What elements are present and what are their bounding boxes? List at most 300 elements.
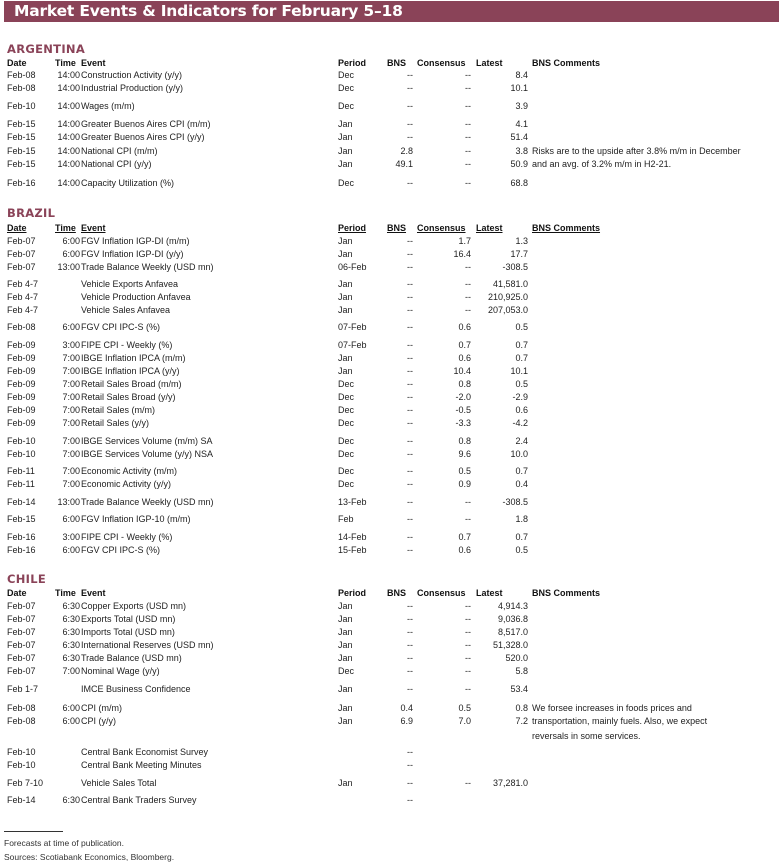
cell-date: Feb-07 xyxy=(7,262,36,272)
table-row xyxy=(0,715,779,728)
cell-event: CPI (y/y) xyxy=(81,716,116,726)
cell-consensus: -- xyxy=(465,159,471,169)
cell-latest: 0.4 xyxy=(515,479,528,489)
cell-bns: -- xyxy=(407,532,413,542)
cell-consensus: 7.0 xyxy=(458,716,471,726)
table-row xyxy=(0,352,779,365)
cell-time: 7:00 xyxy=(62,366,80,376)
cell-latest: 0.7 xyxy=(515,340,528,350)
cell-bns: -- xyxy=(407,236,413,246)
cell-bns: -- xyxy=(407,436,413,446)
cell-bns: -- xyxy=(407,392,413,402)
table-row xyxy=(0,304,779,317)
cell-comment: reversals in some services. xyxy=(532,731,641,741)
cell-date: Feb-07 xyxy=(7,666,36,676)
cell-event: FGV Inflation IGP-10 (m/m) xyxy=(81,514,191,524)
cell-date: Feb-15 xyxy=(7,159,36,169)
cell-event: Nominal Wage (y/y) xyxy=(81,666,160,676)
cell-date: Feb-07 xyxy=(7,653,36,663)
table-row xyxy=(0,404,779,417)
cell-date: Feb-15 xyxy=(7,119,36,129)
cell-latest: 51.4 xyxy=(510,132,528,142)
cell-bns: -- xyxy=(407,778,413,788)
cell-event: FIPE CPI - Weekly (%) xyxy=(81,340,173,350)
cell-date: Feb-16 xyxy=(7,545,36,555)
cell-consensus: -- xyxy=(465,279,471,289)
cell-date: Feb-11 xyxy=(7,479,35,489)
cell-bns: -- xyxy=(407,545,413,555)
table-row xyxy=(0,665,779,678)
table-row xyxy=(0,378,779,391)
cell-date: Feb-08 xyxy=(7,703,36,713)
cell-consensus: -- xyxy=(465,514,471,524)
cell-latest: 4.1 xyxy=(515,119,528,129)
cell-date: Feb-10 xyxy=(7,101,36,111)
cell-bns: -- xyxy=(407,795,413,805)
cell-latest: 207,053.0 xyxy=(487,305,528,315)
table-row xyxy=(0,448,779,461)
cell-period: 13-Feb xyxy=(338,497,367,507)
cell-time: 7:00 xyxy=(62,466,80,476)
column-header-time: Time xyxy=(55,223,76,233)
cell-latest: 3.9 xyxy=(515,101,528,111)
cell-latest: 17.7 xyxy=(510,249,528,259)
cell-event: Imports Total (USD mn) xyxy=(81,627,175,637)
cell-date: Feb-10 xyxy=(7,760,36,770)
cell-latest: 1.8 xyxy=(515,514,528,524)
cell-latest: 0.7 xyxy=(515,466,528,476)
cell-bns: -- xyxy=(407,601,413,611)
cell-event: Wages (m/m) xyxy=(81,101,135,111)
table-row xyxy=(0,417,779,430)
cell-event: Economic Activity (m/m) xyxy=(81,466,178,476)
cell-period: Jan xyxy=(338,601,353,611)
table-row xyxy=(0,544,779,557)
cell-consensus: -- xyxy=(465,119,471,129)
cell-period: Jan xyxy=(338,640,353,650)
cell-comment: transportation, mainly fuels. Also, we expect xyxy=(532,716,708,726)
cell-bns: -- xyxy=(407,479,413,489)
cell-period: Jan xyxy=(338,716,353,726)
table-row xyxy=(0,235,779,248)
cell-event: CPI (m/m) xyxy=(81,703,122,713)
table-header xyxy=(0,587,779,600)
cell-latest: 5.8 xyxy=(515,666,528,676)
cell-event: FGV CPI IPC-S (%) xyxy=(81,545,161,555)
cell-consensus: -0.5 xyxy=(455,405,471,415)
cell-bns: -- xyxy=(407,292,413,302)
cell-event: FIPE CPI - Weekly (%) xyxy=(81,532,173,542)
cell-time: 14:00 xyxy=(57,132,80,142)
table-row xyxy=(0,626,779,639)
cell-bns: -- xyxy=(407,497,413,507)
cell-consensus: 0.5 xyxy=(458,703,471,713)
cell-date: Feb-10 xyxy=(7,436,36,446)
cell-bns: -- xyxy=(407,614,413,624)
cell-bns: 49.1 xyxy=(395,159,413,169)
cell-event: Central Bank Meeting Minutes xyxy=(81,760,202,770)
cell-event: International Reserves (USD mn) xyxy=(81,640,214,650)
cell-event: Central Bank Traders Survey xyxy=(81,795,197,805)
cell-bns: -- xyxy=(407,666,413,676)
cell-event: Copper Exports (USD mn) xyxy=(81,601,187,611)
cell-time: 7:00 xyxy=(62,353,80,363)
column-header-consensus: Consensus xyxy=(417,588,466,598)
cell-period: Dec xyxy=(338,449,355,459)
column-header-consensus: Consensus xyxy=(417,58,466,68)
cell-period: Jan xyxy=(338,627,353,637)
cell-date: Feb-07 xyxy=(7,601,36,611)
cell-date: Feb-09 xyxy=(7,392,36,402)
table-row xyxy=(0,496,779,509)
cell-event: Vehicle Sales Anfavea xyxy=(81,305,171,315)
table-row xyxy=(0,248,779,261)
cell-bns: -- xyxy=(407,653,413,663)
cell-bns: -- xyxy=(407,178,413,188)
cell-latest: -308.5 xyxy=(502,262,528,272)
cell-period: Jan xyxy=(338,684,353,694)
section-title-argentina: ARGENTINA xyxy=(7,42,86,56)
cell-consensus: -- xyxy=(465,292,471,302)
cell-consensus: 0.6 xyxy=(458,545,471,555)
cell-time: 3:00 xyxy=(62,340,80,350)
cell-event: Retail Sales Broad (y/y) xyxy=(81,392,176,402)
cell-bns: -- xyxy=(407,70,413,80)
column-header-bns: BNS xyxy=(387,223,407,233)
cell-period: Jan xyxy=(338,305,353,315)
cell-consensus: 0.8 xyxy=(458,379,471,389)
cell-bns: -- xyxy=(407,353,413,363)
cell-consensus: -3.3 xyxy=(455,418,471,428)
cell-event: Vehicle Production Anfavea xyxy=(81,292,191,302)
section-title-chile: CHILE xyxy=(7,572,47,586)
cell-bns: -- xyxy=(407,132,413,142)
cell-event: FGV Inflation IGP-DI (y/y) xyxy=(81,249,184,259)
cell-consensus: -- xyxy=(465,70,471,80)
cell-latest: 9,036.8 xyxy=(497,614,528,624)
cell-consensus: 0.8 xyxy=(458,436,471,446)
table-row xyxy=(0,69,779,82)
cell-period: 14-Feb xyxy=(338,532,367,542)
table-row xyxy=(0,759,779,772)
cell-period: Jan xyxy=(338,132,353,142)
cell-latest: 7.2 xyxy=(515,716,528,726)
section-title-brazil: BRAZIL xyxy=(7,206,56,220)
cell-time: 3:00 xyxy=(62,532,80,542)
cell-bns: -- xyxy=(407,449,413,459)
cell-time: 7:00 xyxy=(62,449,80,459)
table-row xyxy=(0,777,779,790)
cell-event: Construction Activity (y/y) xyxy=(81,70,183,80)
cell-consensus: 16.4 xyxy=(453,249,471,259)
cell-consensus: -- xyxy=(465,146,471,156)
cell-event: IBGE Inflation IPCA (y/y) xyxy=(81,366,180,376)
cell-date: Feb-15 xyxy=(7,146,36,156)
cell-date: Feb-07 xyxy=(7,614,36,624)
cell-period: Jan xyxy=(338,703,353,713)
cell-bns: -- xyxy=(407,83,413,93)
table-row xyxy=(0,278,779,291)
column-header-comments: BNS Comments xyxy=(532,223,601,233)
table-row xyxy=(0,702,779,715)
cell-latest: 520.0 xyxy=(505,653,528,663)
cell-bns: -- xyxy=(407,514,413,524)
cell-period: Feb xyxy=(338,514,354,524)
cell-period: 15-Feb xyxy=(338,545,367,555)
cell-period: Jan xyxy=(338,159,353,169)
cell-bns: -- xyxy=(407,627,413,637)
cell-time: 6:30 xyxy=(62,627,80,637)
cell-latest: 37,281.0 xyxy=(492,778,528,788)
cell-latest: 0.5 xyxy=(515,322,528,332)
cell-event: Central Bank Economist Survey xyxy=(81,747,209,757)
column-header-comments: BNS Comments xyxy=(532,588,601,598)
column-header-period: Period xyxy=(338,58,367,68)
cell-bns: -- xyxy=(407,119,413,129)
table-row xyxy=(0,730,779,743)
cell-period: Dec xyxy=(338,178,355,188)
cell-period: Jan xyxy=(338,249,353,259)
cell-consensus: 9.6 xyxy=(458,449,471,459)
cell-time: 13:00 xyxy=(57,262,80,272)
cell-time: 14:00 xyxy=(57,178,80,188)
cell-bns: -- xyxy=(407,262,413,272)
cell-date: Feb-15 xyxy=(7,514,36,524)
table-row xyxy=(0,118,779,131)
table-row xyxy=(0,639,779,652)
cell-bns: -- xyxy=(407,305,413,315)
cell-period: Jan xyxy=(338,119,353,129)
cell-period: Dec xyxy=(338,418,355,428)
table-row xyxy=(0,683,779,696)
cell-date: Feb 4-7 xyxy=(7,292,39,302)
footnote-sources: Sources: Scotiabank Economics, Bloomberg. xyxy=(4,852,175,862)
cell-consensus: -- xyxy=(465,627,471,637)
column-header-comments: BNS Comments xyxy=(532,58,601,68)
cell-period: Dec xyxy=(338,405,355,415)
column-header-bns: BNS xyxy=(387,588,407,598)
cell-date: Feb-08 xyxy=(7,70,36,80)
cell-consensus: 0.5 xyxy=(458,466,471,476)
table-row xyxy=(0,613,779,626)
cell-consensus: 0.7 xyxy=(458,340,471,350)
cell-period: Jan xyxy=(338,653,353,663)
cell-date: Feb-08 xyxy=(7,83,36,93)
cell-period: Jan xyxy=(338,292,353,302)
cell-time: 7:00 xyxy=(62,666,80,676)
cell-period: Dec xyxy=(338,70,355,80)
cell-consensus: -- xyxy=(465,640,471,650)
cell-latest: 0.5 xyxy=(515,545,528,555)
cell-latest: 4,914.3 xyxy=(497,601,528,611)
cell-time: 14:00 xyxy=(57,159,80,169)
cell-consensus: -- xyxy=(465,83,471,93)
cell-event: Economic Activity (y/y) xyxy=(81,479,172,489)
cell-latest: 10.0 xyxy=(510,449,528,459)
cell-time: 14:00 xyxy=(57,146,80,156)
column-header-period: Period xyxy=(338,588,367,598)
cell-date: Feb-14 xyxy=(7,497,36,507)
cell-consensus: 0.6 xyxy=(458,353,471,363)
cell-date: Feb-09 xyxy=(7,379,36,389)
cell-latest: -308.5 xyxy=(502,497,528,507)
cell-latest: 0.8 xyxy=(515,703,528,713)
table-row xyxy=(0,291,779,304)
cell-date: Feb-09 xyxy=(7,418,36,428)
cell-period: Dec xyxy=(338,479,355,489)
column-header-date: Date xyxy=(7,588,27,598)
cell-latest: 68.8 xyxy=(510,178,528,188)
footnote-forecasts: Forecasts at time of publication. xyxy=(4,838,125,848)
title-bar xyxy=(4,1,779,22)
cell-period: Dec xyxy=(338,436,355,446)
cell-date: Feb-14 xyxy=(7,795,36,805)
table-row xyxy=(0,652,779,665)
cell-event: National CPI (m/m) xyxy=(81,146,158,156)
cell-event: Retail Sales Broad (m/m) xyxy=(81,379,182,389)
cell-period: Jan xyxy=(338,614,353,624)
cell-consensus: -2.0 xyxy=(455,392,471,402)
cell-date: Feb-09 xyxy=(7,405,36,415)
cell-date: Feb-09 xyxy=(7,340,36,350)
cell-period: Dec xyxy=(338,83,355,93)
cell-consensus: 0.6 xyxy=(458,322,471,332)
cell-date: Feb 4-7 xyxy=(7,305,39,315)
cell-consensus: -- xyxy=(465,778,471,788)
cell-event: Greater Buenos Aires CPI (y/y) xyxy=(81,132,205,142)
cell-latest: 0.5 xyxy=(515,379,528,389)
cell-time: 7:00 xyxy=(62,405,80,415)
cell-time: 7:00 xyxy=(62,379,80,389)
cell-event: IBGE Inflation IPCA (m/m) xyxy=(81,353,186,363)
cell-latest: 51,328.0 xyxy=(492,640,528,650)
cell-latest: 0.6 xyxy=(515,405,528,415)
cell-consensus: -- xyxy=(465,262,471,272)
footnote-divider xyxy=(4,831,63,832)
cell-consensus: -- xyxy=(465,497,471,507)
cell-time: 7:00 xyxy=(62,392,80,402)
table-row xyxy=(0,261,779,274)
cell-period: 07-Feb xyxy=(338,322,367,332)
cell-consensus: -- xyxy=(465,653,471,663)
cell-event: FGV CPI IPC-S (%) xyxy=(81,322,161,332)
cell-bns: -- xyxy=(407,366,413,376)
cell-time: 13:00 xyxy=(57,497,80,507)
cell-period: Dec xyxy=(338,379,355,389)
table-row xyxy=(0,531,779,544)
cell-period: Dec xyxy=(338,666,355,676)
page-title: Market Events & Indicators for February 5–18 xyxy=(14,2,403,20)
cell-consensus: -- xyxy=(465,601,471,611)
column-header-latest: Latest xyxy=(476,588,503,598)
cell-bns: -- xyxy=(407,340,413,350)
cell-period: Jan xyxy=(338,366,353,376)
table-row xyxy=(0,321,779,334)
table-row xyxy=(0,82,779,95)
cell-event: Exports Total (USD mn) xyxy=(81,614,176,624)
cell-date: Feb-16 xyxy=(7,532,36,542)
cell-date: Feb-11 xyxy=(7,466,35,476)
cell-date: Feb-07 xyxy=(7,249,36,259)
cell-latest: 50.9 xyxy=(510,159,528,169)
cell-period: Jan xyxy=(338,778,353,788)
cell-bns: -- xyxy=(407,760,413,770)
cell-date: Feb-09 xyxy=(7,366,36,376)
cell-latest: 41,581.0 xyxy=(492,279,528,289)
table-row xyxy=(0,100,779,113)
cell-time: 6:30 xyxy=(62,601,80,611)
column-header-date: Date xyxy=(7,223,27,233)
cell-date: Feb-08 xyxy=(7,716,36,726)
cell-date: Feb-10 xyxy=(7,747,36,757)
column-header-bns: BNS xyxy=(387,58,407,68)
column-header-event: Event xyxy=(81,588,106,598)
table-row xyxy=(0,131,779,144)
table-header xyxy=(0,222,779,235)
cell-latest: 8,517.0 xyxy=(497,627,528,637)
cell-time: 6:00 xyxy=(62,703,80,713)
cell-bns: 2.8 xyxy=(400,146,413,156)
cell-event: Industrial Production (y/y) xyxy=(81,83,184,93)
cell-event: IBGE Services Volume (m/m) SA xyxy=(81,436,213,446)
cell-consensus: 10.4 xyxy=(453,366,471,376)
cell-period: Jan xyxy=(338,236,353,246)
table-row xyxy=(0,513,779,526)
column-header-period: Period xyxy=(338,223,367,233)
cell-event: Retail Sales (y/y) xyxy=(81,418,150,428)
cell-bns: -- xyxy=(407,418,413,428)
table-row xyxy=(0,339,779,352)
cell-latest: 0.7 xyxy=(515,532,528,542)
cell-time: 14:00 xyxy=(57,101,80,111)
cell-latest: -4.2 xyxy=(512,418,528,428)
cell-time: 14:00 xyxy=(57,83,80,93)
cell-event: IBGE Services Volume (y/y) NSA xyxy=(81,449,214,459)
cell-consensus: -- xyxy=(465,178,471,188)
cell-latest: -2.9 xyxy=(512,392,528,402)
table-row xyxy=(0,145,779,158)
cell-event: Trade Balance Weekly (USD mn) xyxy=(81,262,214,272)
column-header-event: Event xyxy=(81,223,106,233)
cell-bns: -- xyxy=(407,279,413,289)
cell-latest: 53.4 xyxy=(510,684,528,694)
table-row xyxy=(0,391,779,404)
cell-consensus: -- xyxy=(465,684,471,694)
cell-event: FGV Inflation IGP-DI (m/m) xyxy=(81,236,190,246)
column-header-latest: Latest xyxy=(476,223,503,233)
cell-comment: and an avg. of 3.2% m/m in H2-21. xyxy=(532,159,672,169)
column-header-time: Time xyxy=(55,588,76,598)
cell-bns: -- xyxy=(407,405,413,415)
cell-latest: 8.4 xyxy=(515,70,528,80)
cell-time: 6:00 xyxy=(62,514,80,524)
cell-time: 6:30 xyxy=(62,614,80,624)
cell-event: Capacity Utilization (%) xyxy=(81,178,175,188)
cell-consensus: 0.7 xyxy=(458,532,471,542)
cell-period: 06-Feb xyxy=(338,262,367,272)
cell-time: 6:30 xyxy=(62,795,80,805)
cell-date: Feb-10 xyxy=(7,449,36,459)
cell-consensus: -- xyxy=(465,666,471,676)
cell-time: 7:00 xyxy=(62,418,80,428)
cell-date: Feb-07 xyxy=(7,236,36,246)
cell-consensus: -- xyxy=(465,101,471,111)
table-row xyxy=(0,158,779,171)
table-row xyxy=(0,435,779,448)
cell-consensus: -- xyxy=(465,614,471,624)
cell-latest: 1.3 xyxy=(515,236,528,246)
cell-comment: We forsee increases in foods prices and xyxy=(532,703,692,713)
